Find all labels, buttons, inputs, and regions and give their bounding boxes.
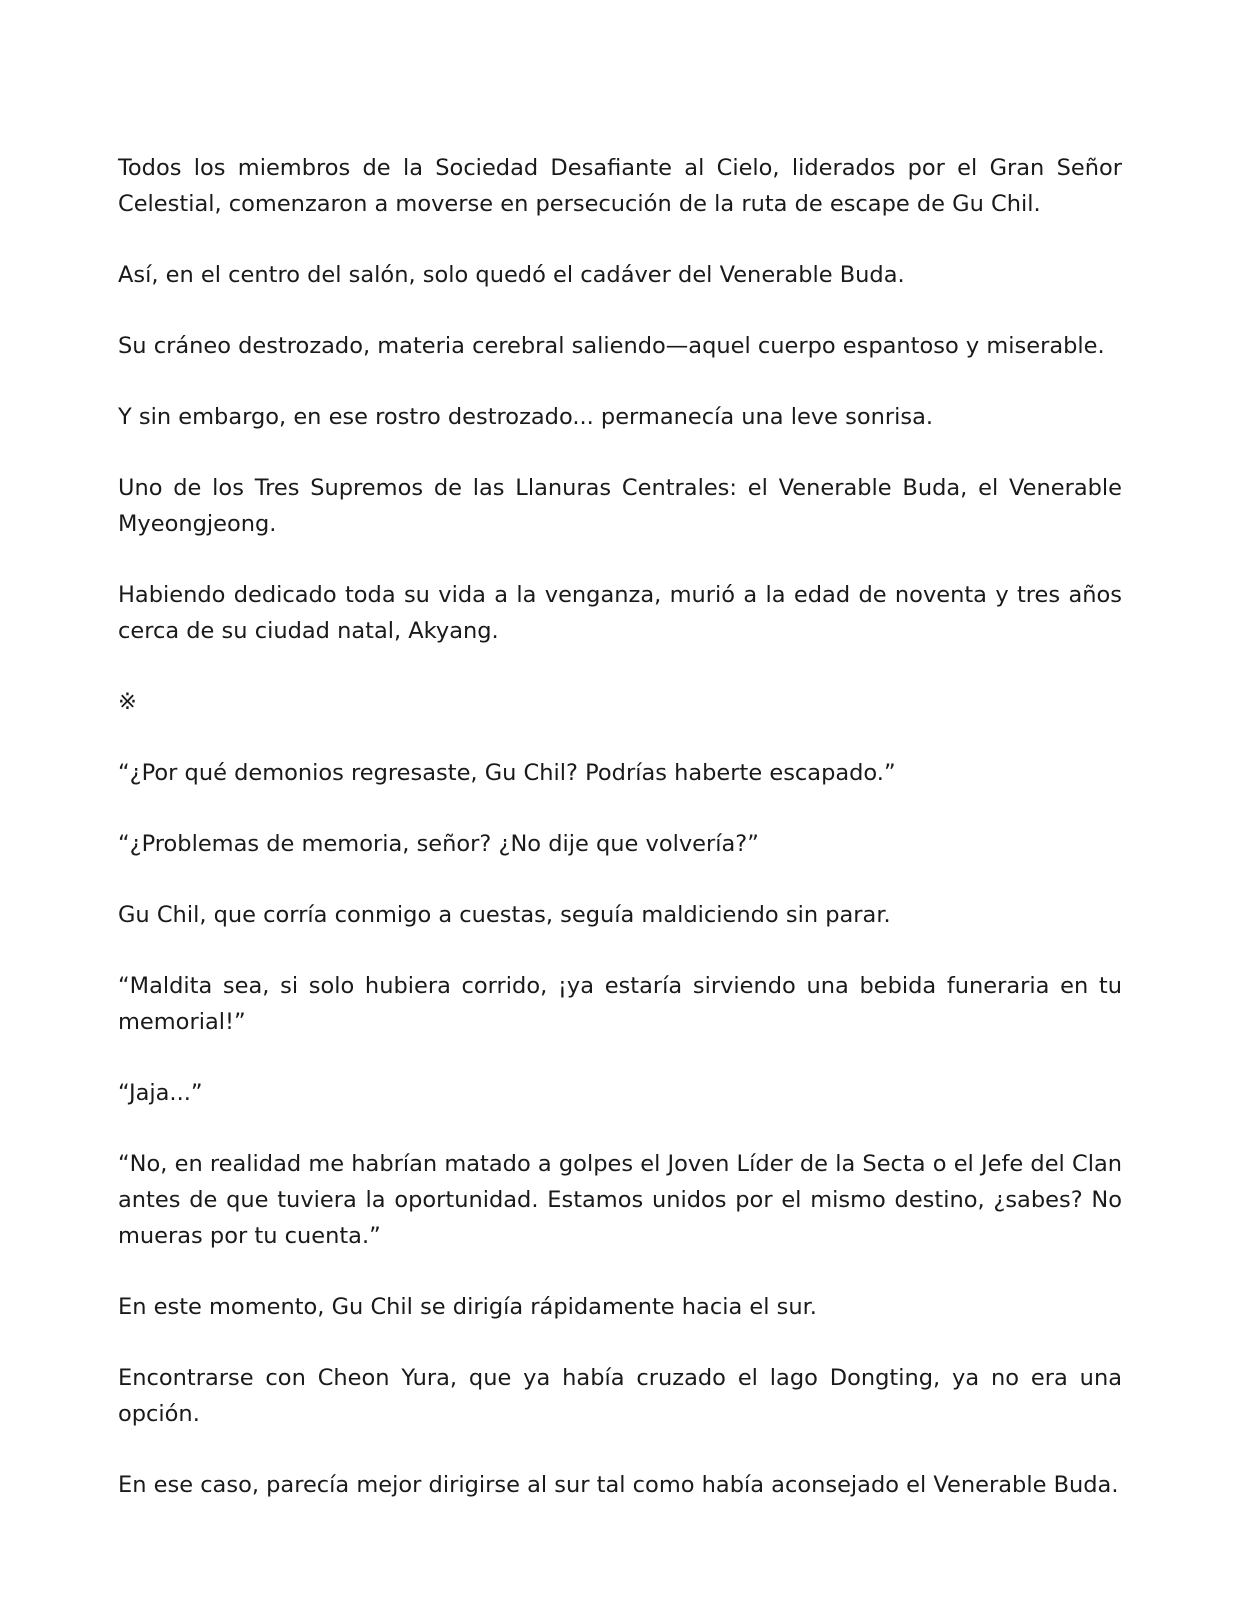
dialogue-paragraph: “Jaja...” xyxy=(118,1080,203,1106)
paragraph: Su cráneo destrozado, materia cerebral saliendo—aquel cuerpo espantoso y miserable. xyxy=(118,333,1105,359)
dialogue-paragraph: “¿Problemas de memoria, señor? ¿No dije que volvería?” xyxy=(118,831,759,857)
paragraph: En este momento, Gu Chil se dirigía rápidamente hacia el sur. xyxy=(118,1294,817,1320)
paragraph: Uno de los Tres Supremos de las Llanuras Centrales: el Venerable Buda, el Venerable Myeongjeong. xyxy=(118,475,1122,537)
dialogue-paragraph: “Maldita sea, si solo hubiera corrido, ¡ya estaría sirviendo una bebida funeraria en tu memorial!” xyxy=(118,973,1122,1035)
paragraph: Todos los miembros de la Sociedad Desafiante al Cielo, liderados por el Gran Señor Celestial, comenzaron a moverse en persecución de la ruta de escape de Gu Chil. xyxy=(118,155,1122,217)
paragraph: Y sin embargo, en ese rostro destrozado... permanecía una leve sonrisa. xyxy=(118,404,934,430)
paragraph: Así, en el centro del salón, solo quedó el cadáver del Venerable Buda. xyxy=(118,262,905,288)
paragraph: Encontrarse con Cheon Yura, que ya había cruzado el lago Dongting, ya no era una opción. xyxy=(118,1365,1122,1427)
scene-break-symbol: ※ xyxy=(118,689,137,715)
paragraph: Habiendo dedicado toda su vida a la venganza, murió a la edad de noventa y tres años cerca de su ciudad natal, Akyang. xyxy=(118,582,1122,644)
paragraph: Gu Chil, que corría conmigo a cuestas, seguía maldiciendo sin parar. xyxy=(118,902,891,928)
dialogue-paragraph: “¿Por qué demonios regresaste, Gu Chil? Podrías haberte escapado.” xyxy=(118,760,896,786)
document-body xyxy=(118,150,1122,1503)
paragraph: En ese caso, parecía mejor dirigirse al sur tal como había aconsejado el Venerable Buda. xyxy=(118,1472,1119,1498)
dialogue-paragraph: “No, en realidad me habrían matado a golpes el Joven Líder de la Secta o el Jefe del Clan antes de que tuviera la oportunidad. Estamos unidos por el mismo destino, ¿sabes? No mueras por tu cuenta.” xyxy=(118,1151,1122,1249)
